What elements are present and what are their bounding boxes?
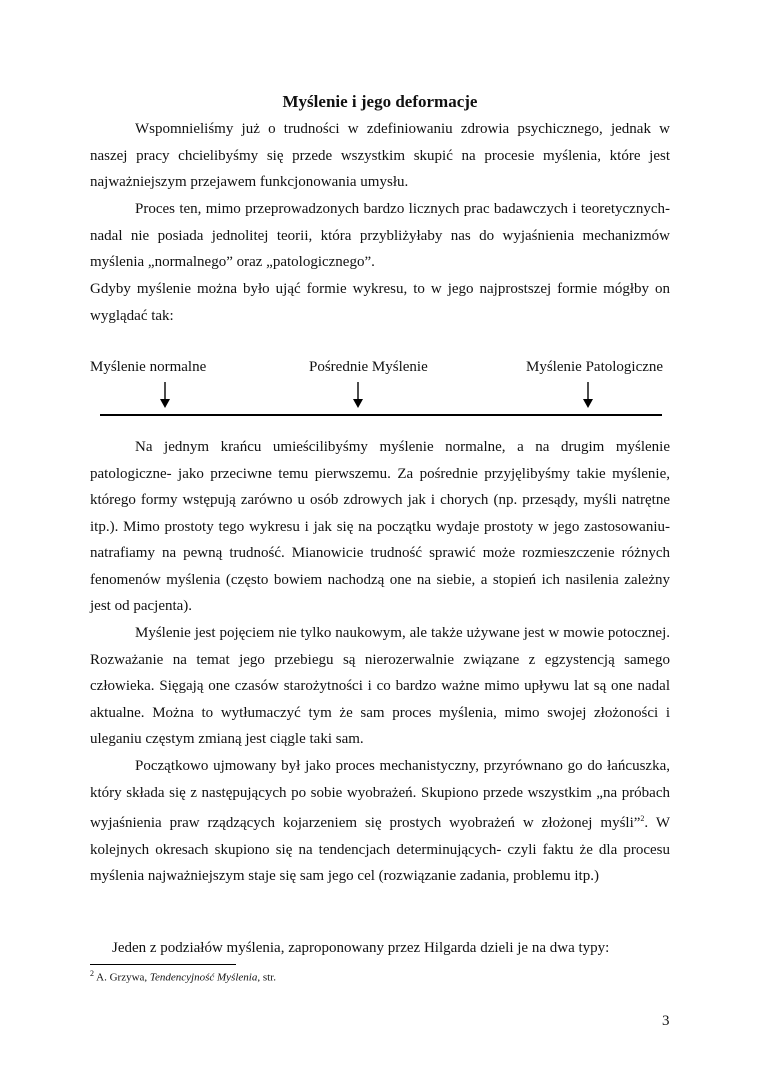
- paragraph-2: Proces ten, mimo przeprowadzonych bardzo licznych prac badawczych i teoretycznych- nadal nie posiada jednolitej teorii, która przybliżyłaby nas do wyjaśnienia mechanizmów myślenia „normalnego” oraz „patologicznego”.: [90, 201, 670, 270]
- paragraph-6-text-a: Początkowo ujmowany był jako proces mechanistyczny, przyrównano go do łańcuszka, który składa się z następujących po sobie wyobrażeń. Skupiono przede wszystkim „na próbach wyjaśnienia praw rządzących kojarzeniem się prostych wyobrażeń w złożonej myśli”: [90, 758, 670, 831]
- page-title: Myślenie i jego deformacje: [282, 92, 478, 111]
- paragraph-7: Jeden z podziałów myślenia, zaproponowany przez Hilgarda dzieli je na dwa typy:: [112, 940, 610, 956]
- diagram-label-intermediate: Pośrednie Myślenie: [309, 359, 428, 375]
- arrow-down-icon: [583, 382, 593, 408]
- paragraph-5: Myślenie jest pojęciem nie tylko naukowym, ale także używane jest w mowie potocznej. Rozważanie na temat jego przebiegu są nierozerwalnie związane z egzystencją samego człowieka. Sięgają one czasów starożytności i co bardzo ważne mimo upływu lat są one nadal aktualne. Można to wytłumaczyć tym że sam proces myślenia, mimo swojej złożoności i uleganiu częstym zmianą jest ciągle taki sam.: [90, 625, 670, 747]
- footnote: [90, 969, 276, 984]
- paragraph-3: Gdyby myślenie można było ująć formie wykresu, to w jego najprostszej formie mógłby on wyglądać tak:: [90, 281, 670, 324]
- paragraph-1: Wspomnieliśmy już o trudności w zdefiniowaniu zdrowia psychicznego, jednak w naszej pracy chcielibyśmy się przede wszystkim skupić na procesie myślenia, które jest najważniejszym przejawem funkcjonowania umysłu.: [90, 121, 670, 190]
- paragraph-6: [90, 753, 670, 890]
- diagram-label-normal: Myślenie normalne: [90, 359, 207, 375]
- paragraph-6-text-b: . W kolejnych okresach skupiono się na tendencjach determinujących- czyli faktu że dla procesu myślenia najważniejszym staje się sam jego cel (rozwiązanie zadania, problemu itp.): [90, 815, 670, 884]
- page-number: 3: [662, 1013, 670, 1029]
- footnote-title: Tendencyjność Myślenia: [149, 971, 258, 984]
- paragraph-4: Na jednym krańcu umieścilibyśmy myślenie normalne, a na drugim myślenie patologiczne- jako przeciwne temu pierwszemu. Za pośrednie przyjęlibyśmy takie myślenie, którego formy wstępują zarówno u osób zdrowych jak i chorych (np. przesądy, myśli natrętne itp.). Mimo prostoty tego wykresu i jak się na początku wydaje prostoty w jego zastosowaniu- natrafiamy na pewną trudność. Mianowicie trudność sprawić może rozmieszczenie różnych fenomenów myślenia (często bowiem nachodzą one na siebie, a stopień ich nasilenia zależny jest od pacjenta).: [90, 439, 670, 614]
- footnote-suffix: , str.: [257, 971, 276, 984]
- footnote-reference: 2: [640, 814, 645, 823]
- diagram-axis-line: [100, 414, 662, 416]
- diagram-label-pathological: Myślenie Patologiczne: [526, 359, 664, 375]
- footnote-number: 2: [90, 969, 94, 978]
- arrow-down-icon: [160, 382, 170, 408]
- footnote-separator: [90, 964, 236, 965]
- arrow-down-icon: [353, 382, 363, 408]
- footnote-author: A. Grzywa,: [94, 971, 150, 984]
